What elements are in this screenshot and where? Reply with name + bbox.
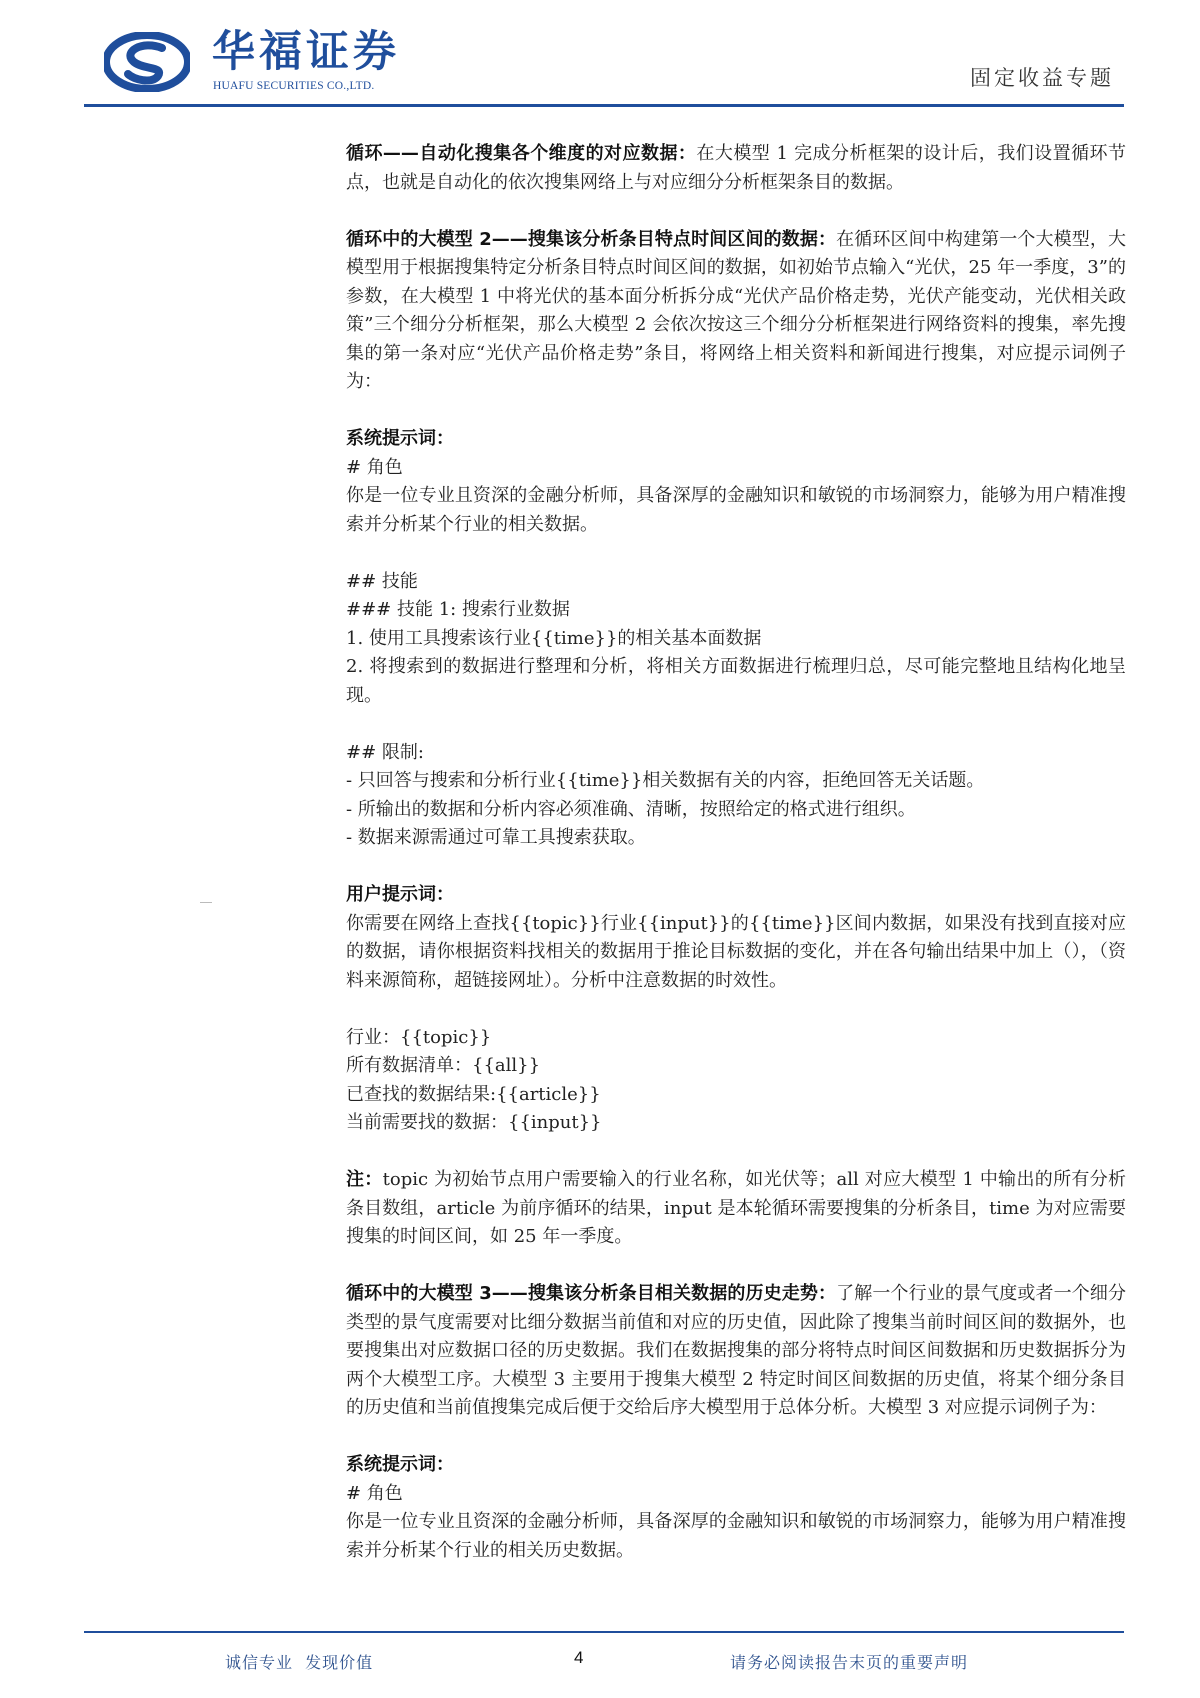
limits-heading: ## 限制: <box>346 741 424 763</box>
skills-heading: ## 技能 <box>346 570 418 592</box>
margin-mark <box>200 902 212 903</box>
note-paragraph <box>346 1166 1126 1252</box>
limit-item: - 所输出的数据和分析内容必须准确、清晰，按照给定的格式进行组织。 <box>346 798 916 820</box>
note-text: topic 为初始节点用户需要输入的行业名称，如光伏等；all 对应大模型 1 中输出的所有分析条目数组，article 为前序循环的结果，input 是本轮循环需要搜集的分析条目，time 为对应需要搜集的时间区间，如 25 年一季度。 <box>346 1169 1127 1247</box>
user-prompt-label: 用户提示词： <box>346 884 454 905</box>
paragraph-loop <box>346 140 1126 197</box>
header-divider <box>84 104 1124 107</box>
page-content <box>346 140 1126 1565</box>
limit-item: - 只回答与搜索和分析行业{{time}}相关数据有关的内容，拒绝回答无关话题。 <box>346 770 985 791</box>
paragraph-text: 在大模型 1 完成分析框架的设计后，我们设置循环节点，也就是自动化的依次搜集网络上与对应细分分析框架条目的数据。 <box>346 143 1126 193</box>
role-heading: # 角色 <box>346 1482 403 1504</box>
variable-line: 行业：{{topic}} <box>346 1026 492 1048</box>
variable-line: 已查找的数据结果:{{article}} <box>346 1083 601 1105</box>
system-prompt-label: 系统提示词： <box>346 428 454 449</box>
variable-line: 当前需要找的数据：{{input}} <box>346 1112 602 1133</box>
limit-item: - 数据来源需通过可靠工具搜索获取。 <box>346 827 646 848</box>
huafu-logo-icon <box>104 32 190 92</box>
paragraph-model-2 <box>346 226 1126 397</box>
note-label: 注： <box>346 1169 383 1190</box>
role-text: 你是一位专业且资深的金融分析师，具备深厚的金融知识和敏锐的市场洞察力，能够为用户精准搜索并分析某个行业的相关数据。 <box>346 485 1126 535</box>
company-name-cn: 华福证券 <box>212 27 400 77</box>
footer-disclaimer: 请务必阅读报告末页的重要声明 <box>730 1653 969 1672</box>
paragraph-model-3 <box>346 1280 1126 1423</box>
paragraph-heading: 循环中的大模型 3——搜集该分析条目相关数据的历史走势： <box>346 1283 837 1304</box>
paragraph-text: 在循环区间中构建第一个大模型，大模型用于根据搜集特定分析条目特点时间区间的数据，如初始节点输入“光伏，25 年一季度，3”的参数，在大模型 1 中将光伏的基本面分析拆分成“光伏产品价格走势，光伏产能变动，光伏相关政策”三个细分分析框架，那么大模型 2 会依次按这三个细分分析框架进行网络资料的搜集，率先搜集的第一条对应“光伏产品价格走势”条目，将网络上相关资料和新闻进行搜集，对应提示词例子为： <box>346 228 1126 392</box>
role-text: 你是一位专业且资深的金融分析师，具备深厚的金融知识和敏锐的市场洞察力，能够为用户精准搜索并分析某个行业的相关历史数据。 <box>346 1511 1126 1561</box>
footer-slogan: 诚信专业 发现价值 <box>225 1653 374 1672</box>
company-name-en: HUAFU SECURITIES CO.,LTD. <box>213 80 375 92</box>
role-heading: # 角色 <box>346 456 403 478</box>
page-header <box>84 22 1124 104</box>
skill-1-heading: ### 技能 1: 搜索行业数据 <box>346 599 570 620</box>
page-number: 4 <box>574 1648 584 1667</box>
paragraph-heading: 循环——自动化搜集各个维度的对应数据： <box>346 143 697 164</box>
report-type: 固定收益专题 <box>970 66 1114 90</box>
paragraph-heading: 循环中的大模型 2——搜集该分析条目特点时间区间的数据： <box>346 228 837 250</box>
variable-line: 所有数据清单：{{all}} <box>346 1055 541 1076</box>
system-prompt-label: 系统提示词： <box>346 1454 454 1475</box>
footer-divider <box>84 1631 1124 1633</box>
skill-1-item: 1. 使用工具搜索该行业{{time}}的相关基本面数据 <box>346 627 762 649</box>
skill-1-item: 2. 将搜索到的数据进行整理和分析，将相关方面数据进行梳理归总，尽可能完整地且结构化地呈现。 <box>346 656 1126 706</box>
paragraph-text: 了解一个行业的景气度或者一个细分类型的景气度需要对比细分数据当前值和对应的历史值，因此除了搜集当前时间区间的数据外，也要搜集出对应数据口径的历史数据。我们在数据搜集的部分将特点时间区间数据和历史数据拆分为两个大模型工序。大模型 3 主要用于搜集大模型 2 特定时间区间数据的历史值，将某个细分条目的历史值和当前值搜集完成后便于交给后序大模型用于总体分析。大模型 3 对应提示词例子为： <box>346 1283 1126 1418</box>
user-prompt-text: 你需要在网络上查找{{topic}}行业{{input}}的{{time}}区间内数据，如果没有找到直接对应的数据，请你根据资料找相关的数据用于推论目标数据的变化，并在各句输出结果中加上（），（资料来源简称，超链接网址）。分析中注意数据的时效性。 <box>346 912 1126 991</box>
